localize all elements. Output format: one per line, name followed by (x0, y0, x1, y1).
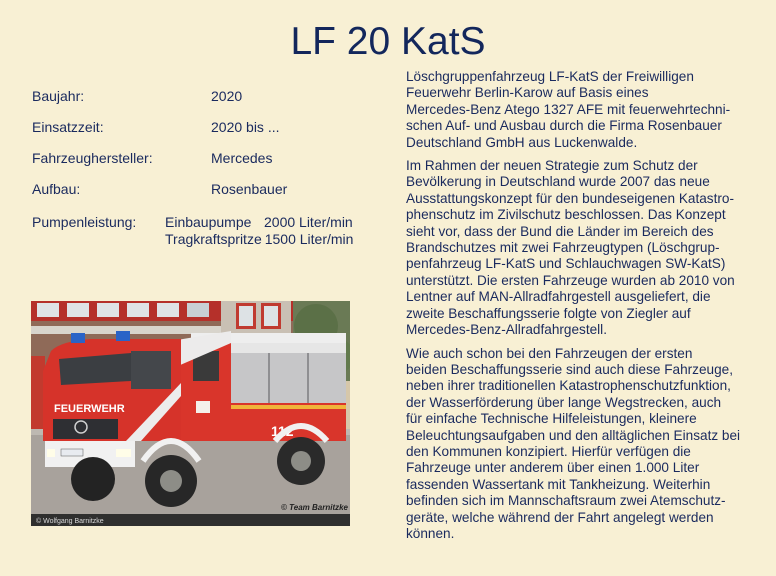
text-line: sieht vor, dass der Bund die Länder im Bereich des (406, 223, 714, 239)
photo-caption-bar (31, 514, 350, 526)
fact-row-pumpenleistung (32, 214, 372, 254)
text-line: Löschgruppenfahrzeug LF-KatS der Freiwilligen (406, 69, 694, 84)
text-line: geräte, welche während der Fahrt angelegt werden (406, 509, 714, 525)
text-line: beiden Beschaffungsserie sind auch diese Fahrzeuge, (406, 361, 733, 377)
fire-truck-illustration (31, 301, 350, 526)
text-line: Brandschutzes mit zwei Fahrzeugtypen (Löschgrup- (406, 240, 720, 256)
fact-label: Baujahr: (32, 88, 85, 104)
pump-line (165, 214, 353, 231)
fact-value: 2020 (211, 88, 243, 104)
text-line: fassenden Wassertank mit Tankheizung. Weiterhin (406, 476, 711, 492)
pump-name: Einbaupumpe (165, 214, 252, 230)
garage-door (31, 356, 45, 431)
blue-light (116, 331, 130, 341)
front-left-wheel (71, 457, 115, 501)
fact-label: Aufbau: (32, 181, 81, 197)
pump-rate: 2000 Liter/min (264, 214, 353, 230)
text-line: penfahrzeug LF-KatS und Schlauchwagen SW-KatS) (406, 256, 726, 272)
vehicle-description (406, 69, 751, 549)
text-line: Wie auch schon bei den Fahrzeugen der ersten (406, 345, 693, 361)
text-line: für einfache Technische Hilfeleistungen, kleinere (406, 411, 697, 427)
vehicle-facts (32, 88, 372, 254)
text-line: Fahrzeuge unter anderem über einen 1.000 Liter (406, 460, 700, 476)
text-line: Ausstattungskonzept für den bundeseigenen Katastro- (406, 190, 734, 206)
feuerwehr-lettering: FEUERWEHR (54, 403, 125, 415)
text-line: den Kommunen konzipiert. Hierfür verfügen die (406, 443, 691, 459)
text-line: Deutschland GmbH aus Luckenwalde. (406, 134, 638, 150)
vehicle-photo (31, 301, 350, 526)
fact-label: Pumpenleistung: (32, 214, 137, 230)
text-line: Im Rahmen der neuen Strategie zum Schutz der (406, 158, 698, 174)
text-line: unterstützt. Die ersten Fahrzeuge wurden ab 2010 von (406, 272, 735, 288)
photo-credit-watermark: © Team Barnitzke (281, 503, 348, 512)
fact-row-hersteller (32, 150, 372, 181)
photo-credit: © Wolfgang Barnitzke (36, 518, 104, 525)
text-line: schen Auf- und Ausbau durch die Firma Rosenbauer (406, 118, 722, 134)
text-line: neben ihrer traditionellen Katastrophenschutzfunktion, (406, 378, 731, 394)
description-paragraph (406, 69, 751, 151)
pump-line (165, 231, 353, 248)
text-line: zweite Beschaffungsserie folgte von Ziegler auf (406, 305, 691, 321)
text-line: Mercedes-Benz-Allradfahrgestell. (406, 322, 607, 338)
vehicle-number: 112 (271, 423, 294, 439)
pump-name: Tragkraftspritze (165, 231, 262, 247)
pump-table (165, 214, 353, 248)
fact-label: Fahrzeughersteller: (32, 150, 153, 166)
fact-value: 2020 bis ... (211, 119, 280, 135)
fact-value: Mercedes (211, 150, 273, 166)
fact-label: Einsatzzeit: (32, 119, 104, 135)
text-line: können. (406, 525, 455, 541)
description-paragraph (406, 346, 751, 543)
text-line: Beleuchtungsaufgaben und den alltäglichen Einsatz bei (406, 427, 741, 443)
fact-row-einsatzzeit (32, 119, 372, 150)
text-line: Feuerwehr Berlin-Karow auf Basis eines (406, 85, 649, 101)
page-title: LF 20 KatS (290, 20, 486, 63)
text-line: Mercedes-Benz Atego 1327 AFE mit feuerwehrtechni- (406, 101, 731, 117)
blue-light (71, 333, 85, 343)
fact-row-aufbau (32, 181, 372, 212)
pump-rate: 1500 Liter/min (264, 231, 354, 247)
fact-value: Rosenbauer (211, 181, 288, 197)
description-paragraph (406, 158, 751, 338)
text-line: befinden sich im Mannschaftsraum zwei Atemschutz- (406, 493, 726, 509)
text-line: phenschutz im Zivilschutz beschlossen. Das Konzept (406, 207, 726, 223)
text-line: Bevölkerung in Deutschland wurde 2007 das neue (406, 174, 710, 190)
fact-row-baujahr (32, 88, 372, 119)
text-line: der Wasserförderung über lange Wegstrecken, auch (406, 394, 722, 410)
license-plate (61, 449, 83, 456)
text-line: Lentner auf MAN-Allradfahrgestell ausgeliefert, die (406, 289, 711, 305)
